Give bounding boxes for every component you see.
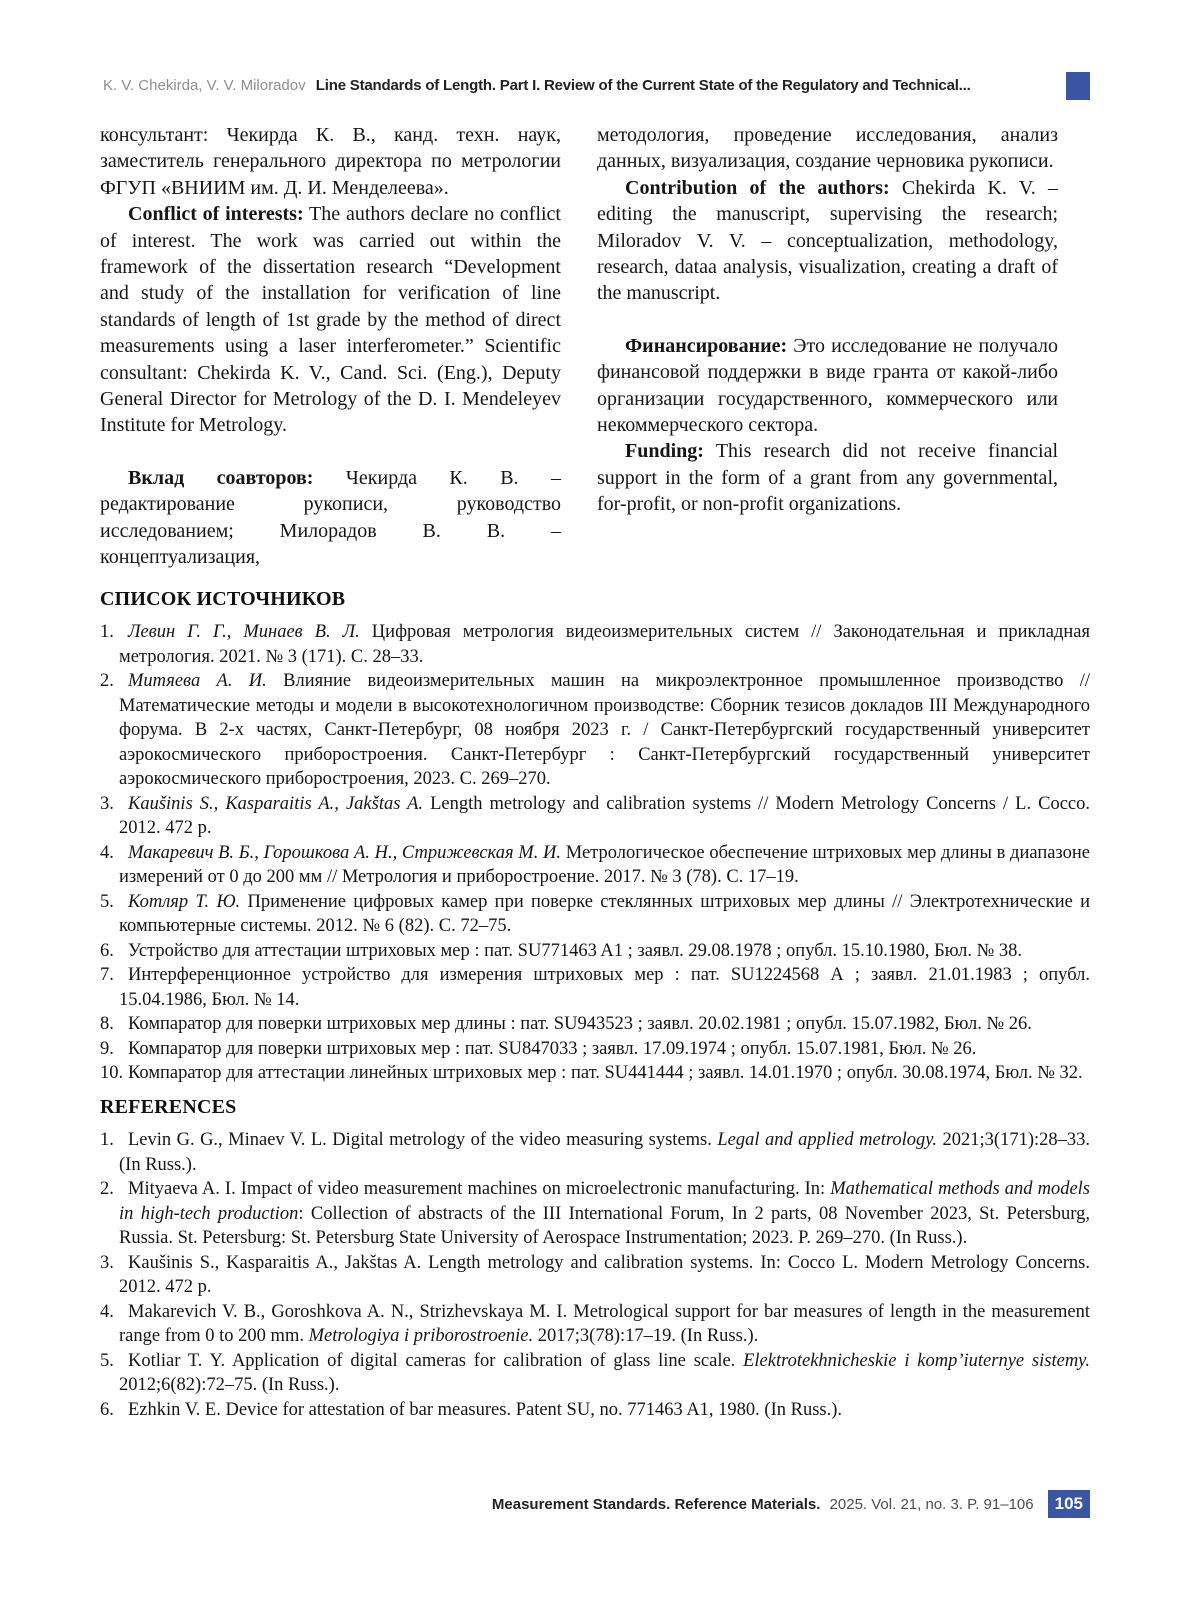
text-segment: Компаратор для аттестации линейных штриховых мер : пат. SU441444 ; заявл. 14.01.1970 ; опубл. 30.08.1974, Бюл. № 32.: [128, 1063, 1083, 1083]
text-segment: Chekirda K. V. – editing the manuscript, supervising the research; Miloradov V. V. – conceptualization, methodology, research, dataa analysis, visualization, creating a draft of the manuscript.: [597, 176, 1058, 305]
item-number: 5.: [100, 891, 114, 912]
sources-section: [100, 588, 1090, 1086]
paragraph: [597, 175, 1058, 307]
text-segment: Kaušinis S., Kasparaitis A., Jakštas A. Length metrology and calibration systems. In: Cocco L. Modern Metrology Concerns. 2012. 472 p.: [119, 1252, 1090, 1297]
running-head-authors: K. V. Chekirda, V. V. Miloradov: [103, 77, 306, 94]
reference-item: [100, 620, 1090, 669]
reference-item: [100, 1300, 1090, 1349]
references-section: [100, 1096, 1090, 1422]
footer-citation: [492, 1496, 1034, 1513]
text-segment: Levin G. G., Minaev V. L. Digital metrology of the video measuring systems.: [128, 1130, 718, 1150]
front-matter: [100, 122, 1058, 571]
text-segment: Это исследование не получало финансовой поддержки в виде гранта от какой-либо организации государственного, коммерческого или некоммерческого сектора.: [597, 334, 1058, 437]
text-segment: Метрологическое обеспечение штриховых мер длины в диапазоне измерений от 0 до 200 мм // Метрология и приборостроение. 2017. № 3 (78). С. 17–19.: [119, 842, 1090, 887]
item-number: 8.: [100, 1014, 114, 1034]
footer-issue-info: 2025. Vol. 21, no. 3. P. 91–106: [829, 1495, 1034, 1513]
text-segment: Metrologiya i priborostroenie.: [308, 1326, 534, 1346]
text-segment: Elektrotekhnicheskie i komp’iuternye sistemy.: [743, 1350, 1090, 1371]
item-number: 4.: [100, 1301, 114, 1322]
text-segment: Устройство для аттестации штриховых мер : пат. SU771463 A1 ; заявл. 29.08.1978 ; опубл. 15.10.1980, Бюл. № 38.: [128, 940, 1023, 961]
reference-item: [100, 669, 1090, 792]
item-number: 6.: [100, 940, 114, 961]
reference-item: [100, 1128, 1090, 1177]
reference-item: [100, 841, 1090, 890]
text-segment: This research did not receive financial support in the form of a grant from any governmental, for-profit, or non-profit organizations.: [597, 440, 1058, 516]
text-segment: Интерференционное устройство для измерения штриховых мер : пат. SU1224568 А ; заявл. 21.01.1983 ; опубл. 15.04.1986, Бюл. № 14.: [119, 965, 1090, 1010]
paragraph: [597, 438, 1058, 517]
item-number: 3.: [100, 793, 114, 814]
text-segment: Kotliar T. Y. Application of digital cameras for calibration of glass line scale.: [128, 1350, 744, 1371]
text-segment: Conflict of interests:: [128, 203, 304, 226]
text-segment: Mityaeva A. I. Impact of video measurement machines on microelectronic manufacturing. In:: [128, 1179, 831, 1199]
paragraph: [100, 122, 561, 201]
text-segment: : Collection of abstracts of the III International Forum, In 2 parts, 08 November 2023, St. Petersburg, Russia. St. Petersburg: St. Petersburg State University of Aerospace Instrumentation; 2023. P. 269–270. (In Russ.).: [119, 1203, 1090, 1248]
text-segment: Котляр Т. Ю.: [128, 891, 241, 912]
text-segment: Mathematical methods and models in high-tech production: [119, 1179, 1091, 1224]
text-segment: Contribution of the authors:: [625, 176, 890, 199]
text-segment: The authors declare no conflict of interest. The work was carried out within the framework of the dissertation research “Development and study of the installation for verification of line standards of length of 1st grade by the method of direct measurements using a laser interferometer.” Scientific consultant: Chekirda K. V., Cand. Sci. (Eng.), Deputy General Director for Metrology of the D. I. Mendeleyev Institute for Metrology.: [100, 203, 561, 437]
reference-item: [100, 1251, 1090, 1300]
reference-item: [100, 963, 1090, 1012]
item-number: 2.: [100, 671, 114, 691]
text-segment: 2017;3(78):17–19. (In Russ.).: [533, 1326, 759, 1346]
running-head: [103, 72, 1090, 100]
references-heading: REFERENCES: [100, 1096, 237, 1118]
references-list: [100, 1128, 1090, 1422]
paragraph: [100, 201, 561, 439]
item-number: 10.: [100, 1063, 124, 1083]
left-column: [100, 122, 561, 571]
reference-item: [100, 1012, 1090, 1037]
text-segment: 2021;3(171):28–33. (In Russ.).: [119, 1130, 1091, 1175]
text-segment: Цифровая метрология видеоизмерительных систем // Законодательная и прикладная метрология. 2021. № 3 (171). С. 28–33.: [119, 622, 1091, 667]
text-segment: Ezhkin V. E. Device for attestation of bar measures. Patent SU, no. 771463 A1, 1980. (In Russ.).: [128, 1399, 843, 1420]
text-segment: Компаратор для поверки штриховых мер длины : пат. SU943523 ; заявл. 20.02.1981 ; опубл. 15.07.1982, Бюл. № 26.: [128, 1014, 1032, 1034]
item-number: 5.: [100, 1350, 114, 1371]
text-segment: 2012;6(82):72–75. (In Russ.).: [119, 1375, 340, 1395]
reference-item: [100, 1349, 1090, 1398]
text-segment: Вклад соавторов:: [128, 466, 314, 489]
reference-item: [100, 1177, 1090, 1251]
header-accent-square: [1066, 72, 1090, 100]
paragraph: [100, 465, 561, 571]
item-number: 4.: [100, 842, 114, 863]
text-segment: методология, проведение исследования, анализ данных, визуализация, создание черновика рукописи.: [597, 124, 1058, 173]
item-number: 3.: [100, 1252, 114, 1273]
page-footer: [100, 1490, 1090, 1518]
text-segment: Makarevich V. B., Goroshkova A. N., Strizhevskaya M. I. Metrological support for bar measures of length in the measurement range from 0 to 200 mm.: [119, 1301, 1090, 1346]
item-number: 9.: [100, 1038, 114, 1059]
paragraph: [597, 122, 1058, 175]
item-number: 1.: [100, 1130, 114, 1150]
reference-item: [100, 792, 1090, 841]
reference-item: [100, 1398, 1090, 1423]
text-segment: Компаратор для поверки штриховых мер : пат. SU847033 ; заявл. 17.09.1974 ; опубл. 15.07.1981, Бюл. № 26.: [128, 1038, 977, 1059]
text-segment: Финансирование:: [625, 334, 788, 357]
right-column: [597, 122, 1058, 571]
text-segment: Legal and applied metrology.: [717, 1130, 938, 1150]
text-segment: Kaušinis S., Kasparaitis A., Jakštas A.: [128, 793, 424, 814]
text-segment: консультант: Чекирда К. В., канд. техн. наук, заместитель генерального директора по метрологии ФГУП «ВНИИМ им. Д. И. Менделеева».: [100, 124, 561, 199]
text-segment: Чекирда К. В. – редактирование рукописи, руководство исследованием; Милорадов В. В. – концептуализация,: [100, 466, 561, 569]
sources-list: [100, 620, 1090, 1086]
text-segment: Влияние видеоизмерительных машин на микроэлектронное промышленное производство // Математические методы и модели в высокотехнологичном производстве: Сборник тезисов докладов III Международного форума. В 2-х частях, Санкт-Петербург, 08 ноября 2023 г. / Санкт-Петербургский государственный университет аэрокосмического приборостроения. Санкт-Петербург : Санкт-Петербургский государственный университет аэрокосмического приборостроения, 2023. С. 269–270.: [119, 671, 1091, 789]
text-segment: Левин Г. Г., Минаев В. Л.: [128, 622, 360, 642]
text-segment: Применение цифровых камер при поверке стеклянных штриховых мер длины // Электротехнические и компьютерные системы. 2012. № 6 (82). С. 72–75.: [119, 891, 1091, 936]
paragraph: [597, 333, 1058, 439]
reference-item: [100, 939, 1090, 964]
text-segment: Митяева А. И.: [128, 671, 267, 691]
text-segment: Funding:: [625, 440, 704, 463]
footer-journal-title: Measurement Standards. Reference Materials.: [491, 1495, 821, 1513]
reference-item: [100, 1061, 1090, 1086]
text-segment: Макаревич В. Б., Горошкова А. Н., Стрижевская М. И.: [128, 842, 562, 863]
reference-item: [100, 1037, 1090, 1062]
item-number: 7.: [100, 965, 114, 985]
item-number: 6.: [100, 1399, 114, 1420]
item-number: 2.: [100, 1179, 114, 1199]
sources-heading: СПИСОК ИСТОЧНИКОВ: [100, 588, 346, 610]
page-number-badge: 105: [1048, 1490, 1090, 1518]
item-number: 1.: [100, 622, 114, 642]
reference-item: [100, 890, 1090, 939]
text-segment: Length metrology and calibration systems // Modern Metrology Concerns / L. Cocco. 2012. 472 p.: [119, 793, 1091, 838]
running-head-title: Line Standards of Length. Part I. Review of the Current State of the Regulatory and Technical...: [315, 77, 971, 94]
